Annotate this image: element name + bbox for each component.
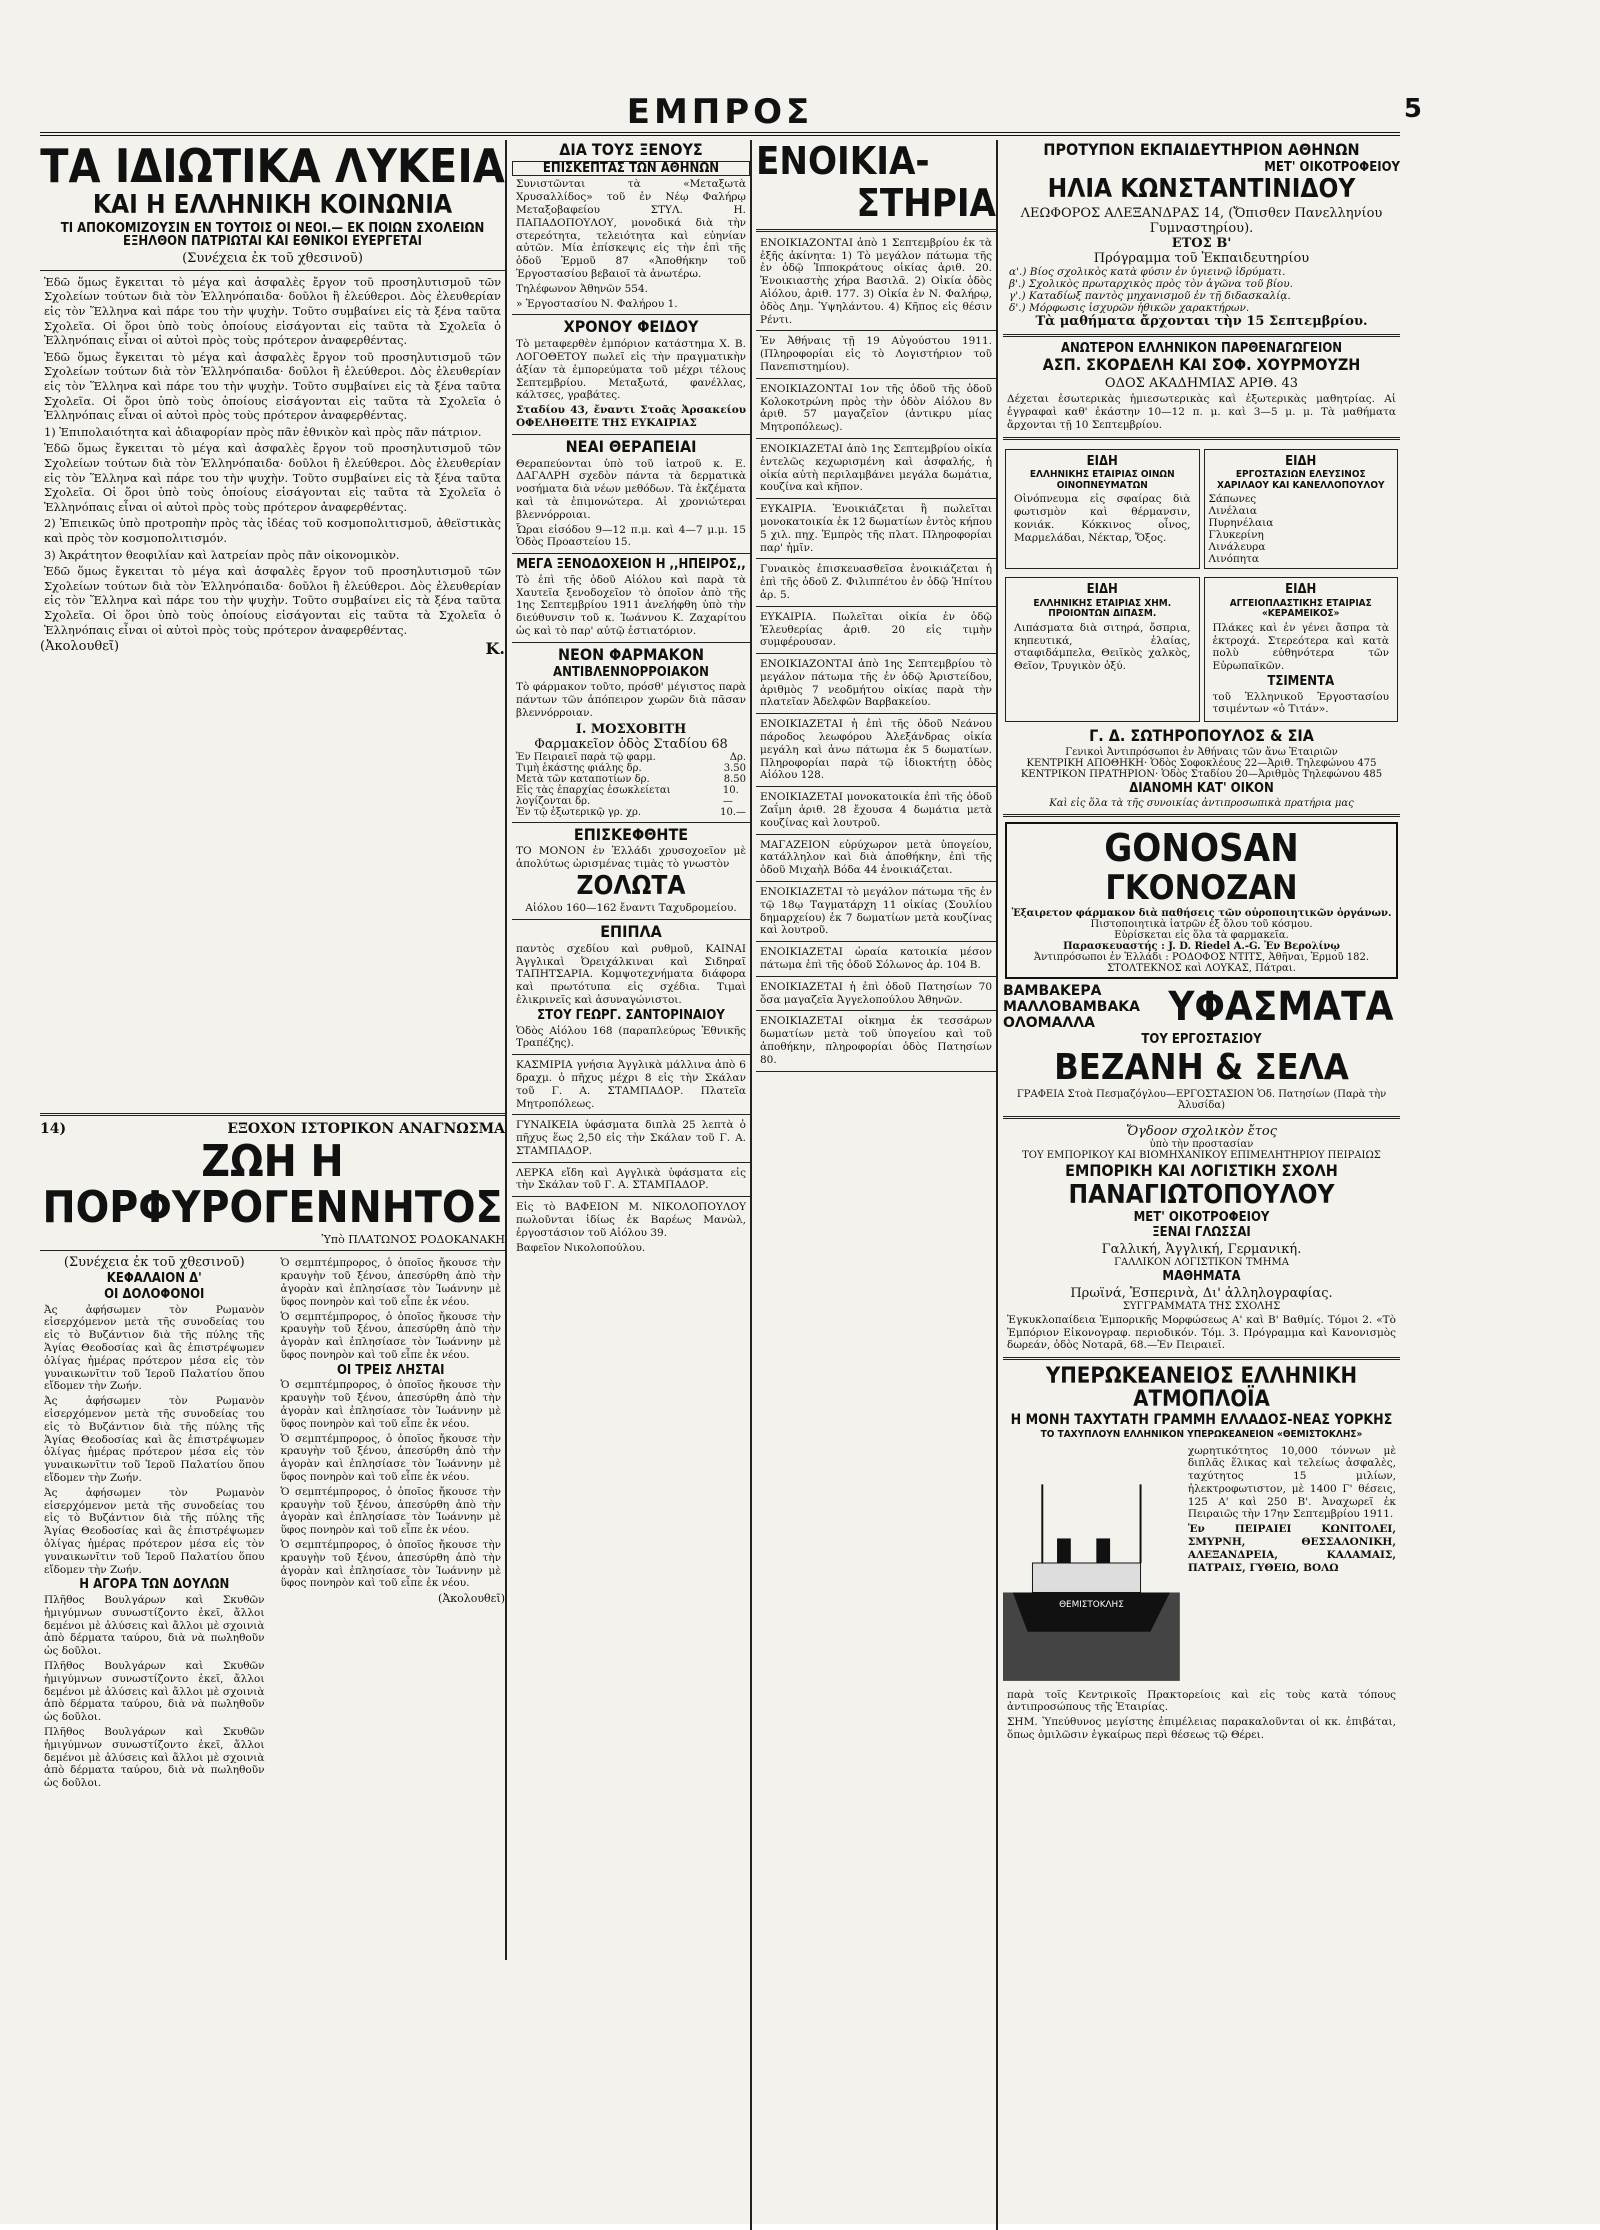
serial-paragraph: Ἀς ἀφήσωμεν τὸν Ρωμανὸν εἰσερχόμενον μετὰ τῆς συνοδείας του εἰς τὸ Βυζάντιον διὰ τῆς πύλης τῆς Ἁγίας Θεοδοσίας καὶ ἂς ἐπιστρέψωμεν ὀλίγας ἡμέρας πρότερον μέσα εἰς τὸν γυναικωνῖτιν τοῦ Ἱεροῦ Παλατίου ὅπου εἴδομεν τὴν Ζωήν. [44,1395,265,1485]
article-point-2: 2) Ἐπιεικῶς ὑπὸ προτροπὴν πρὸς τὰς ἰδέας τοῦ κοσμοπολιτισμοῦ, ἀθεϊστικὰς καὶ πρὸς τὸν κοσμοπολιτισμόν. [44,516,501,545]
ad-heading: ΕΠΙΣΚΕΦΘΗΤΕ [573,824,689,844]
gonosan-ad [1005,822,1398,980]
ad-text: ΚΑΣΜΙΡΙΑ γνήσια Ἀγγλικὰ μάλλινα ἀπὸ 6 δραχμ. ὁ πῆχυς μέχρι 8 εἰς τὴν Σκάλαν τοῦ Γ. Α. ΣΤΑΜΠΑΔΟΡ. Πλατεῖα Μητροπόλεως. [516,1059,746,1110]
gonosan-text: Ἐξαιρετον φάρμακον διὰ παθήσεις τῶν οὐροποιητικῶν ὀργάνων. [1011,908,1392,920]
divider [756,941,996,942]
serial-band [40,1121,505,1137]
price-label: Μετὰ τῶν καταποτίων δρ. [516,773,650,785]
price-label: Εἰς τὰς ἐπαρχίας ἐσωκλείεται λογίζονται δρ. [516,784,671,807]
divider [756,786,996,787]
serial-col-a [40,1255,269,1792]
rentals-heading-a: ΕΝΟΙΚΙΑ- [756,140,930,183]
serial-band-label: ΕΞΟΧΟΝ ΙΣΤΟΡΙΚΟΝ ΑΝΑΓΝΩΣΜΑ [227,1121,505,1137]
shipping-body [1003,1443,1400,1687]
commercial-sub: ΜΕΤ' ΟΙΚΟΤΡΟΦΕΙΟΥ [1133,1209,1270,1225]
divider [512,1054,750,1055]
divider [512,822,750,823]
column-3 [756,140,998,2230]
box-text: Λιπάσματα διὰ σιτηρά, ὄσπρια, κηπευτικά, ἐλαίας, σταφιδάμπελα, Θειϊκὸς χαλκὸς, Θεῖον, Τρυγικὸν ὀξύ. [1014,621,1191,673]
box-subheading: ΕΡΓΟΣΤΑΣΙΩΝ ΕΛΕΥΣΙΝΟΣ ΧΑΡΙΛΑΟΥ ΚΑΙ ΚΑΝΕΛΛΟΠΟΥΛΟΥ [1217,469,1385,491]
serial-paragraph: Ὁ σεμπτέμπρορος, ὁ ὁποῖος ἤκουσε τὴν κραυγὴν τοῦ ξένου, ἀπεσύρθη ἀπὸ τὴν ἀγορὰν καὶ ἐπλησίασε τὸν Ἰωάννην μὲ ὕφος πονηρὸν καὶ τοῦ εἶπε ἐκ νέου. [280,1485,501,1537]
rental-ad: Γυναικὸς ἐπισκευασθεῖσα ἐνοικιάζεται ἡ ἐπὶ τῆς ὁδοῦ Ζ. Φιλιππέτου ἐν ὁδῷ Ἡπίτου ἀρ. 5. [760,563,992,601]
agent-store: ΚΕΝΤΡΙΚΗ ΑΠΟΘΗΚΗ· Ὁδὸς Σοφοκλέους 22—Ἀριθ. Τηλεφώνου 475 [1026,758,1377,770]
agent-delivery: ΔΙΑΝΟΜΗ ΚΑΤ' ΟΙΚΟΝ [1129,781,1274,797]
commercial-times: Πρωϊνά, Ἑσπερινὰ, Δι' ἀλληλογραφίας. [1070,1285,1333,1301]
column-2 [512,140,752,2230]
chapter-number: ΚΕΦΑΛΑΙΟΝ Δ' [106,1271,202,1287]
divider [756,378,996,379]
price-list [512,752,750,818]
ad-heading: ΕΠΙΠΛΑ [600,922,662,942]
box-item: Λινάλευρα [1208,541,1266,554]
box-heading: ΕΙΔΗ [1086,582,1118,598]
box-item: Λινόπητα [1208,553,1259,566]
masthead [40,92,1422,136]
divider [756,1010,996,1011]
rental-ad: ΕΝΟΙΚΙΑΖΟΝΤΑΙ ἀπὸ 1ης Σεπτεμβρίου τὸ μεγάλον πάτωμα τῆς ἐν ὁδῷ Ἀριστείδου, ἀριθμὸς 7 νεοδμήτου οἰκίας παρὰ τὴν πλατεῖαν Ἀδελφῶν Βαρβακείου. [760,658,992,709]
ad-text: Θεραπεύονται ὑπὸ τοῦ ἰατροῦ κ. Ε. ΔΑΓΑΛΡΗ σχεδὸν πάντα τὰ δερματικὰ νοσήματα διὰ νέων μεθόδων. Τὰ ἐκζέματα καὶ τὰ ἐπιμονώτερα. Αἱ χρονιώτεραι βλεννόρροιαι. [516,457,746,521]
price-row [516,774,746,785]
school-item: β'.) Σχολικὸς πρωταρχικὸς πρὸς τὸν ἀγῶνα τοῦ βίου. [1009,277,1293,290]
rental-ad: ΕΝΟΙΚΙΑΖΕΤΑΙ οἰκημα ἐκ τεσσάρων δωματίων μετὰ τοῦ ὑπογείου καὶ τοῦ ἀποθήκην, πληροφορίαι ὁδὸς Πατησίων 80. [760,1015,992,1066]
ad-text: » Ἐργοστασίου Ν. Φαλήρου 1. [516,297,678,310]
commercial-name: ΠΑΝΑΓΙΩΤΟΠΟΥΛΟΥ [1068,1179,1335,1210]
chapter-title: ΟΙ ΔΟΛΟΦΟΝΟΙ [104,1287,205,1303]
ad-text: Αἰόλου 160—162 ἔναντι Ταχυδρομείου. [525,902,737,915]
box-heading: ΕΙΔΗ [1285,582,1317,598]
girls-school-heading: ΑΝΩΤΕΡΟΝ ΕΛΛΗΝΙΚΟΝ ΠΑΡΘΕΝΑΓΩΓΕΙΟΝ [1060,340,1343,356]
article-point-1: 1) Ἐπιπολαιότητα καὶ ἀδιαφορίαν πρὸς πᾶν ἐθνικὸν καὶ πρὸς πᾶν πάτριον. [44,424,482,439]
box-subheading: ΕΛΛΗΝΙΚΗΣ ΕΤΑΙΡΙΑΣ ΧΗΜ. ΠΡΟΙΟΝΤΩΝ ΔΙΠΑΣΜ. [1033,597,1172,620]
divider [40,1250,505,1251]
divider [40,1113,505,1116]
pharmacy: Φαρμακεῖον ὁδὸς Σταδίου 68 [534,736,728,752]
box-text: Πλάκες καὶ ἐν γένει ἄσπρα τὰ ἐκτροχά. Στερεότερα καὶ κατὰ πολὺ εὐθηνότερα τῶν Εὐρωπαϊκῶν. [1212,621,1389,673]
box-item: Λινέλαια [1208,505,1257,518]
serial-paragraph: Ὁ σεμπτέμπρορος, ὁ ὁποῖος ἤκουσε τὴν κραυγὴν τοῦ ξένου, ἀπεσύρθη ἀπὸ τὴν ἀγορὰν καὶ ἐπλησίασε τὸν Ἰωάννην μὲ ὕφος πονηρὸν καὶ τοῦ εἶπε ἐκ νέου. [280,1538,501,1590]
price-label: Ἐν τῷ ἐξωτερικῷ γρ. χρ. [516,806,642,818]
fabrics-ad [1003,983,1400,1031]
price-label: Ἐν Πειραιεῖ παρὰ τῷ φαρμ. [516,751,656,763]
girls-school-name: ΑΣΠ. ΣΚΟΡΔΕΛΗ ΚΑΙ ΣΟΦ. ΧΟΥΡΜΟΥΖΗ [1042,355,1361,375]
ship-name: ΘΕΜΙΣΤΟΚΛΗΣ [1059,1599,1124,1610]
subhead-society: ΚΑΙ Η ΕΛΛΗΝΙΚΗ ΚΟΙΝΩΝΙΑ [92,190,453,221]
rental-ad: ΕΝΟΙΚΙΑΖΕΤΑΙ ἡ ἐπὶ ὁδοῦ Πατησίων 70 ὅσα μαγαζεῖα Ἀγγελοπούλου Ἀθηνῶν. [760,980,992,1006]
ad-text: Βαφεῖον Νικολοπούλου. [516,1241,646,1254]
divider [756,330,996,331]
fabrics-heading: ΥΦΑΣΜΑΤΑ [1168,984,1394,1031]
ad-heading: ΧΡΟΝΟΥ ΦΕΙΔΟΥ [563,317,699,337]
price-row [516,752,746,763]
section-heading: Η ΑΓΟΡΑ ΤΩΝ ΔΟΥΛΩΝ [79,1577,230,1593]
gonosan-name-greek: ΓΚΟΝΟΖΑΝ [1105,867,1298,908]
rental-ad: ΕΝΟΙΚΙΑΖΕΤΑΙ ἡ ἐπὶ τῆς ὁδοῦ Νεάνου πάροδος λεωφόρου Ἀλεξάνδρας οἰκία μεγάλη καὶ ἀνω πάτωμα ἐκ 5 δωματίων. Πληροφορίαι παρὰ τῷ ἰδιοκτήτῃ ὁδὸς Αἰόλου 128. [760,718,992,782]
commercial-year: Ὄγδοον σχολικὸν ἔτος [1125,1123,1278,1139]
price-value: Δρ. [729,751,746,763]
commercial-patron: ΤΟΥ ΕΜΠΟΡΙΚΟΥ ΚΑΙ ΒΙΟΜΗΧΑΝΙΚΟΥ ΕΠΙΜΕΛΗΤΗΡΙΟΥ ΠΕΙΡΑΙΩΣ [1022,1149,1381,1161]
divider [512,314,750,315]
divider [756,1071,996,1072]
box-item: Σάπωνες [1208,493,1257,506]
box-subheading: ΕΛΛΗΝΙΚΗΣ ΕΤΑΙΡΙΑΣ ΟΙΝΩΝ ΟΙΝΟΠΝΕΥΜΑΤΩΝ [1029,469,1175,491]
divider [40,270,505,271]
divider [756,976,996,977]
fabric-type: ΒΑΜΒΑΚΕΡΑ [1003,983,1102,1000]
divider [756,558,996,559]
serial-section [40,1108,505,1792]
school-name: ΗΛΙΑ ΚΩΝΣΤΑΝΤΙΝΙΔΟΥ [1047,174,1356,205]
school-heading: ΠΡΟΤΥΠΟΝ ΕΚΠΑΙΔΕΥΤΗΡΙΟΝ ΑΘΗΝΩΝ [1043,140,1360,159]
ad-text: Σταδίου 43, ἔναντι Στοᾶς Ἀρσακείου ΟΦΕΛΗΘΕΙΤΕ ΤΗΣ ΕΥΚΑΙΡΙΑΣ [516,404,746,429]
divider [756,438,996,439]
box-text: Οἰνόπνευμα εἰς σφαίρας διὰ φωτισμὸν καὶ θέρμανσιν, κονιάκ. Κόκκινος οἶνος, Μαρμελάδαι, Νέκταρ, Ὄξος. [1014,493,1191,544]
product-box-ceramics [1204,577,1399,722]
girls-school-address: ΟΔΟΣ ΑΚΑΔΗΜΙΑΣ ΑΡΙΘ. 43 [1104,376,1299,392]
fabric-type: ΜΑΛΛΟΒΑΜΒΑΚΑ [1003,999,1140,1016]
signoff-row [40,639,505,658]
ad-text: Τηλέφωνον Ἀθηνῶν 554. [516,282,648,295]
agent-name: Γ. Δ. ΣΩΤΗΡΟΠΟΥΛΟΣ & ΣΙΑ [1089,726,1314,746]
gonosan-text: Εὑρίσκεται εἰς ὅλα τὰ φαρμακεῖα. [1114,930,1289,942]
headline-lyceums: ΤΑ ΙΔΙΩΤΙΚΑ ΛΥΚΕΙΑ [40,140,505,193]
section-heading: ΟΙ ΤΡΕΙΣ ΛΗΣΤΑΙ [336,1362,445,1378]
product-box-chemicals [1005,577,1200,722]
serial-paragraph: Ἀς ἀφήσωμεν τὸν Ρωμανὸν εἰσερχόμενον μετὰ τῆς συνοδείας του εἰς τὸ Βυζάντιον διὰ τῆς πύλης τῆς Ἁγίας Θεοδοσίας καὶ ἂς ἐπιστρέψωμεν ὀλίγας ἡμέρας πρότερον μέσα εἰς τὸν γυναικωνῖτιν τοῦ Ἱεροῦ Παλατίου ὅπου εἴδομεν τὴν Ζωήν. [44,1303,265,1393]
continued-note: (Συνέχεια ἐκ τοῦ χθεσινοῦ) [63,1255,245,1271]
ad-heading: ΖΟΛΩΤΑ [576,871,686,901]
serial-paragraph: Πλῆθος Βουλγάρων καὶ Σκυθῶν ἠμιγύμνων συνωστίζοντο ἐκεῖ, ἄλλοι δεμένοι μὲ ἁλύσεις καὶ ἄλλοι μὲ σχοινιὰ ἀπὸ δέρματα ταύρου, διὰ νὰ πωληθοῦν ὡς δοῦλοι. [44,1726,265,1790]
divider [1003,1357,1400,1360]
serial-author: Ὑπὸ ΠΛΑΤΩΝΟΣ ΡΟΔΟΚΑΝΑΚΗ [321,1233,505,1247]
commercial-under: ὑπὸ τὴν προστασίαν [1149,1138,1254,1150]
gonosan-text: Πιστοποιητικὰ ἰατρῶν ἐξ ὅλου τοῦ κόσμου. [1090,919,1313,931]
serial-paragraph: Ὁ σεμπτέμπρορος, ὁ ὁποῖος ἤκουσε τὴν κραυγὴν τοῦ ξένου, ἀπεσύρθη ἀπὸ τὴν ἀγορὰν καὶ ἐπλησίασε τὸν Ἰωάννην μὲ ὕφος πονηρὸν καὶ τοῦ εἶπε ἐκ νέου. [280,1310,501,1361]
school-program: Πρόγραμμα τοῦ Ἐκπαιδευτηρίου [1093,250,1310,266]
article-paragraph: Ἐδῶ ὅμως ἔγκειται τὸ μέγα καὶ ἀσφαλὲς ἔργον τοῦ προσηλυτισμοῦ τῶν Σχολείων τούτων διὰ τὸν Ἑλληνόπαιδα· δοῦλοι ἢ ἐλεύθεροι. Δὸς ἐλευθερίαν εἰς τὸν Ἕλληνα καὶ πάρε του τὴν ψυχὴν. Τοῦτο συμβαίνει εἰς τὰ ξένα ταῦτα Σχολεῖα. Οἱ ὅροι ὑπὸ τοὺς ὁποίους εἰσάγονται εἰς ταῦτα τὰ Σχολεῖα ὁ Ἑλληνόπαις εἶναι οἱ αὐτοὶ πρὸς τοὺς πρότερον ἀναφερθέντας. [44,274,501,348]
rentals-list [756,237,996,1072]
rental-ad: ΜΑΓΑΖΕΙΟΝ εὐρύχωρον μετὰ ὑπογείου, κατάλληλον καὶ διὰ ἀποθήκην, ἐπὶ τῆς ὁδοῦ Μιχαὴλ Βόδα 44 ἐνοικιάζεται. [760,838,992,877]
agent-sub: Γενικοὶ Ἀντιπρόσωποι ἐν Ἀθήναις τῶν ἄνω Ἑταιριῶν [1065,747,1338,759]
ship-illustration [1003,1443,1180,1687]
serial-col-b [277,1255,506,1792]
divider [512,553,750,554]
price-row [516,763,746,774]
page-number: 5 [1403,94,1422,124]
agent-note: Καὶ εἰς ὅλα τὰ τῆς συνοικίας ἀντιπροσωπικὰ πρατήρια μας [1049,797,1354,809]
divider [756,229,996,232]
divider [512,434,750,435]
price-value: 3.50 [723,762,746,774]
serial-paragraph: Ἀς ἀφήσωμεν τὸν Ρωμανὸν εἰσερχόμενον μετὰ τῆς συνοδείας του εἰς τὸ Βυζάντιον διὰ τῆς πύλης τῆς Ἁγίας Θεοδοσίας καὶ ἂς ἐπιστρέψωμεν ὀλίγας ἡμέρας πρότερον μέσα εἰς τὸν γυναικωνῖτιν τοῦ Ἱεροῦ Παλατίου ὅπου εἴδομεν τὴν Ζωήν. [44,1486,265,1576]
divider [1003,814,1400,817]
fabrics-of: ΤΟΥ ΕΡΓΟΣΤΑΣΙΟΥ [1141,1032,1262,1048]
ad-text: ΛΕΡΚΑ εἴδη καὶ Αγγλικὰ ὑφάσματα εἰς τὴν Σκάλαν τοῦ Γ. Α. ΣΤΑΜΠΑΔΟΡ. [516,1166,746,1192]
rental-ad: ΕΝΟΙΚΙΑΖΕΤΑΙ ἀπὸ 1ης Σεπτεμβρίου οἰκία ἐντελῶς κεχωρισμένη καὶ ἀσφαλής, ἡ οἰκία αὐτὴ περιλαμβάνει μεγάλα δωμάτια, κουζίνα καὶ κῆπον. [760,442,992,494]
divider [756,881,996,882]
divider [1003,334,1400,337]
divider [1003,437,1400,440]
divider [512,1114,750,1115]
products-grid [1003,445,1400,574]
gonosan-maker: Παρασκευαστής : J. D. Riedel A.-G. Ἐν Βερολίνῳ [1063,941,1340,953]
box-items [1209,493,1394,565]
box-heading: ΕΙΔΗ [1285,453,1317,469]
ad-heading: ΣΤΟΥ ΓΕΩΡΓ. ΣΑΝΤΟΡΙΝΑΙΟΥ [537,1007,725,1023]
signoff: Κ. [485,639,505,659]
article-paragraph: Ἐδῶ ὅμως ἔγκειται τὸ μέγα καὶ ἀσφαλὲς ἔργον τοῦ προσηλυτισμοῦ τῶν Σχολείων τούτων διὰ τὸν Ἑλληνόπαιδα· δοῦλοι ἢ ἐλεύθεροι. Δὸς ἐλευθερίαν εἰς τὸν Ἕλληνα καὶ πάρε του τὴν ψυχὴν. Τοῦτο συμβαίνει εἰς τὰ ξένα ταῦτα Σχολεῖα. Οἱ ὅροι ὑπὸ τοὺς ὁποίους εἰσάγονται εἰς ταῦτα τὰ Σχολεῖα ὁ Ἑλληνόπαις εἶναι οἱ αὐτοὶ πρὸς τοὺς πρότερον ἀναφερθέντας. [44,349,501,423]
box-item: Πυρηνέλαια [1208,517,1274,530]
gonosan-rep: Ἀντιπρόσωποι ἐν Ἑλλάδι : ΡΟΔΟΦΟΣ ΝΤΙΤΣ, Ἀθῆναι, Ἑρμοῦ 182. ΣΤΟΛΤΕΚΝΟΣ καὶ ΛΟΥΚΑΣ, Πάτραι. [1033,952,1370,975]
divider [756,653,996,654]
ad-text: ΓΥΝΑΙΚΕΙΑ ὑφάσματα διπλὰ 25 λεπτὰ ὁ πῆχυς ἕως 2,50 εἰς τὴν Σκάλαν τοῦ Γ. Α. ΣΤΑΜΠΑΔΟΡ. [516,1119,746,1157]
article-paragraph: Ἐδῶ ὅμως ἔγκειται τὸ μέγα καὶ ἀσφαλὲς ἔργον τοῦ προσηλυτισμοῦ τῶν Σχολείων τούτων διὰ τὸν Ἑλληνόπαιδα· δοῦλοι ἢ ἐλεύθεροι. Δὸς ἐλευθερίαν εἰς τὸν Ἕλληνα καὶ πάρε του τὴν ψυχὴν. Τοῦτο συμβαίνει εἰς τὰ ξένα ταῦτα Σχολεῖα. Οἱ ὅροι ὑπὸ τοὺς ὁποίους εἰσάγονται εἰς ταῦτα τὰ Σχολεῖα ὁ Ἑλληνόπαις εἶναι οἱ αὐτοὶ πρὸς τοὺς πρότερον ἀναφερθέντας. [44,441,501,514]
fabrics-address: ΓΡΑΦΕΙΑ Στοὰ Πεσμαζόγλου—ΕΡΓΟΣΤΑΣΙΟΝ Ὁδ. Πατησίων (Παρὰ τὴν Ἀλυσίδα) [1016,1088,1387,1111]
divider [512,1162,750,1163]
commercial-langs: ΞΕΝΑΙ ΓΛΩΣΣΑΙ [1152,1225,1251,1241]
serial-paragraph: Πλῆθος Βουλγάρων καὶ Σκυθῶν ἠμιγύμνων συνωστίζοντο ἐκεῖ, ἄλλοι δεμένοι μὲ ἁλύσεις καὶ ἄλλοι μὲ σχοινιὰ ἀπὸ δέρματα ταύρου, διὰ νὰ πωληθοῦν ὡς δοῦλοι. [44,1660,265,1724]
rental-ad: Ἐν Ἀθήναις τῇ 19 Αὐγούστου 1911. (Πληροφορίαι εἰς τὸ Λογιστήριον τοῦ Πανεπιστημίου). [760,335,992,373]
ad-text: Ὁδὸς Αἰόλου 168 (παραπλεύρως Ἐθνικῆς Τραπέζης). [516,1024,746,1050]
ship-footnote: παρὰ τοῖς Κεντρικοῖς Πρακτορείοις καὶ εἰς τοὺς κατὰ τόπους ἀντιπροσώπους τῆς Ἑταιρίας. [1007,1688,1396,1714]
school-address: ΛΕΩΦΟΡΟΣ ΑΛΕΞΑΝΔΡΑΣ 14, (Ὄπισθεν Πανελληνίου Γυμναστηρίου). [1020,205,1383,236]
ad-text: Τὸ ἐπὶ τῆς ὁδοῦ Αἰόλου καὶ παρὰ τὰ Χαυτεῖα ξενοδοχεῖον τὸ ὁποῖον ἀπὸ τῆς 1ης Σεπτεμβρίου 1911 ἀνελήφθη ὑπὸ τὴν διεύθυνσιν τοῦ κ. Ἰωάννου Κ. Ζαχαρίτου ὡς καὶ τὸ παρ' αὐτῷ ἐστιατόριον. [516,573,746,637]
signoff-note: (Ἀκολουθεῖ) [438,1592,505,1606]
price-row [516,807,746,818]
divider [512,1196,750,1197]
product-box-eleusis [1204,449,1399,570]
box-item: Γλυκερίνη [1208,529,1264,542]
rental-ad: ΕΝΟΙΚΙΑΖΟΝΤΑΙ 1ον τῆς ὁδοῦ τῆς ὁδοῦ Κολοκοτρώνη πρὸς τὴν ὁδὸν Αἰόλου 8ν ἀριθ. 57 μαγαζεῖον (ἀντικρυ μίας Μητροπόλεως). [760,382,992,434]
rental-ad: ΕΝΟΙΚΙΑΖΕΤΑΙ τὸ μεγάλον πάτωμα τῆς ἐν τῷ 18ῳ Ταγματάρχη 11 οἰκίας (Σουλίου δημαρχείου) ἐκ 7 δωματίων μετὰ κουζίνας καὶ λουτροῦ. [760,886,992,937]
deck: ΤΙ ΑΠΟΚΟΜΙΖΟΥΣΙΝ ΕΝ ΤΟΥΤΟΙΣ ΟΙ ΝΕΟΙ.— ΕΚ ΠΟΙΩΝ ΣΧΟΛΕΙΩΝ ΕΞΗΛΘΟΝ ΠΑΤΡΙΩΤΑΙ ΚΑΙ ΕΘΝΙΚΟΙ ΕΥΕΡΓΕΤΑΙ [60,220,485,250]
price-value: 10.— [720,806,746,818]
divider [512,642,750,643]
fabrics-maker: ΒΕΖΑΝΗ & ΣΕΛΑ [1054,1046,1349,1088]
ad-heading: ΔΙΑ ΤΟΥΣ ΞΕΝΟΥΣ [559,140,703,159]
commercial-dept: ΓΑΛΛΙΚΟΝ ΛΟΓΙΣΤΙΚΟΝ ΤΜΗΜΑ [1114,1257,1289,1269]
rental-ad: ΕΝΟΙΚΙΑΖΕΤΑΙ ὡραία κατοικία μέσον πάτωμα ἐπὶ τῆς ὁδοῦ Σόλωνος ἀρ. 104 Β. [760,946,992,972]
serial-paragraph: Ὁ σεμπτέμπρορος, ὁ ὁποῖος ἤκουσε τὴν κραυγὴν τοῦ ξένου, ἀπεσύρθη ἀπὸ τὴν ἀγορὰν καὶ ἐπλησίασε τὸν Ἰωάννην μὲ ὕφος πονηρὸν καὶ τοῦ εἶπε ἐκ νέου. [280,1379,501,1430]
ad-text: Εἰς τὸ ΒΑΦΕΙΟΝ Μ. ΝΙΚΟΛΟΠΟΥΛΟΥ πωλοῦνται ἰδίως ἐκ Βαρέως Μανὼλ, ἐργοστάσιον τοῦ Αἰόλου 39. [516,1201,746,1239]
serial-number: 14) [40,1121,67,1137]
divider [756,713,996,714]
shipping-subheading: Η ΜΟΝΗ ΤΑΧΥΤΑΤΗ ΓΡΑΜΜΗ ΕΛΛΑΔΟΣ-ΝΕΑΣ ΥΟΡΚΗΣ [1010,1412,1393,1429]
ad-text: Τὸ μεταφερθὲν ἐμπόριον κατάστημα Χ. Β. ΛΟΓΟΘΕΤΟΥ πωλεῖ εἰς τὴν πραγματικὴν ἀξίαν τὰ ἐμπορεύματα τοῦ μέχρι τέλους Σεπτεμβρίου. Μεταξωτά, φανέλλας, κάλτσες, γραβάτες. [516,338,746,402]
divider [756,834,996,835]
column-4 [1003,140,1400,2230]
product-box-wines [1005,449,1200,570]
shipping-heading: ΥΠΕΡΩΚΕΑΝΕΙΟΣ ΕΛΛΗΝΙΚΗ ΑΤΜΟΠΛΟΪΑ [1045,1364,1358,1413]
ship-description: χωρητικότητος 10,000 τόννων μὲ διπλᾶς ἕλικας καὶ τελείως ἀσφαλὲς, ταχύτητος 15 μιλίων, ἠλεκτροφωτιστον, μὲ 1400 Γ' θέσεις, 125 Α' καὶ 250 Β'. Ἀναχωρεῖ ἐκ Πειραιῶς τὴν 17ην Σεπτεμβρίου 1911. [1187,1444,1396,1521]
ad-text: Τὸ φάρμακον τοῦτο, πρόσθ' μέγιστος παρὰ πάντων τῶν ἀπόπειρον χωρῶν διὰ πᾶσαν βλεννόρροιαν. [516,681,746,719]
ad-heading: ΕΠΙΣΚΕΠΤΑΣ ΤΩΝ ΑΘΗΝΩΝ [512,161,750,177]
box-text: τοῦ Ἑλληνικοῦ Ἐργοστασίου τσιμέντων «ὁ Τιτάν». [1212,690,1389,716]
commercial-books-text: Ἐγκυκλοπαίδεια Ἐμπορικῆς Μορφώσεως Α' καὶ Β' Βαθμίς. Τόμοι 2. «Τὸ Ἐμπόριον Εἰκονογραφ. περιοδικόν. Τόμ. 3. Πρόγραμμα καὶ Κανονισμὸς δωρεάν, ὁδὸς Νοταρᾶ, 68.—Ἐν Πειραιεῖ. [1007,1313,1396,1352]
gonosan-name: GONOSAN [1104,825,1299,870]
article-paragraph: Ἐδῶ ὅμως ἔγκειται τὸ μέγα καὶ ἀσφαλὲς ἔργον τοῦ προσηλυτισμοῦ τῶν Σχολείων τούτων διὰ τὸν Ἑλληνόπαιδα· δοῦλοι ἢ ἐλεύθεροι. Δὸς ἐλευθερίαν εἰς τὸν Ἕλληνα καὶ πάρε του τὴν ψυχὴν. Τοῦτο συμβαίνει εἰς τὰ ξένα ταῦτα Σχολεῖα. Οἱ ὅροι ὑπὸ τοὺς ὁποίους εἰσάγονται εἰς ταῦτα τὰ Σχολεῖα ὁ Ἑλληνόπαις εἶναι οἱ αὐτοὶ πρὸς τοὺς πρότερον ἀναφερθέντας. [44,564,501,637]
serial-paragraph: Πλῆθος Βουλγάρων καὶ Σκυθῶν ἠμιγύμνων συνωστίζοντο ἐκεῖ, ἄλλοι δεμένοι μὲ ἁλύσεις καὶ ἄλλοι μὲ σχοινιὰ ἀπὸ δέρματα ταύρου, διὰ νὰ πωληθοῦν ὡς δοῦλοι. [44,1594,265,1658]
price-value: 10.— [722,784,739,807]
box-subheading: ΑΓΓΕΙΟΠΛΑΣΤΙΚΗΣ ΕΤΑΙΡΙΑΣ «ΚΕΡΑΜΕΙΚΟΣ» [1229,597,1372,620]
ad-heading: ΜΕΓΑ ΞΕΝΟΔΟΧΕΙΟΝ Η ,,ΗΠΕΙΡΟΣ,, [516,557,746,573]
school-subheading: ΜΕΤ' ΟΙΚΟΤΡΟΦΕΙΟΥ [1264,159,1400,175]
continued-note: (Συνέχεια ἐκ τοῦ χθεσινοῦ) [182,250,363,266]
commercial-lessons: ΜΑΘΗΜΑΤΑ [1162,1269,1241,1285]
ad-heading: ΑΝΤΙΒΛΕΝΝΟΡΡΟΙΑΚΟΝ [553,664,709,680]
rental-ad: ΕΥΚΑΙΡΙΑ. Ἐνοικιάζεται ἢ πωλεῖται μονοκατοικία ἐκ 12 δωματίων ἐντὸς κήπου 5 χιλ. πηχ. Ἐμπρὸς τῆς πλατ. Πληροφορίαι παρ' ἡμῖν. [760,503,992,554]
ship-text [1184,1443,1400,1687]
ad-heading: ΝΕΑΙ ΘΕΡΑΠΕΙΑΙ [565,436,697,456]
rentals-heading-b: ΣΤΗΡΙΑ [856,180,996,225]
agent-shop: ΚΕΝΤΡΙΚΟΝ ΠΡΑΤΗΡΙΟΝ· Ὁδὸς Σταδίου 20—Ἀριθμὸς Τηλεφώνου 485 [1020,769,1383,781]
divider [512,919,750,920]
article-point-3: 3) Ἀκράτητον θεοφιλίαν καὶ λατρείαν πρὸς πᾶν οἰκονομικὸν. [44,547,400,562]
products-grid [1003,573,1400,726]
ad-text: παντὸς σχεδίου καὶ ρυθμοῦ, ΚΑΙΝΑΙ Ἀγγλικαὶ Ὀρειχάλκιναι καὶ Σιδηραῖ ΤΑΠΗΤΣΑΡΙΑ. Κομψοτεχνήματα διάφορα καὶ πρωτότυπα εἰς σχέδια. Τιμαὶ ἐλικρινεῖς καὶ ἀσυναγώνιστοι. [516,942,746,1007]
newspaper-title: ΕΜΠΡΟΣ [626,92,814,132]
divider [756,498,996,499]
price-value: 8.50 [723,773,746,785]
ship-icon [1003,1443,1180,1683]
rental-ad: ΕΝΟΙΚΙΑΖΕΤΑΙ μονοκατοικία ἐπὶ τῆς ὁδοῦ Ζαΐμη ἀριθ. 28 ἔχουσα 4 δωμάτια μετὰ κουζίνας καὶ λουτροῦ. [760,791,992,829]
commercial-books: ΣΥΓΓΡΑΜΜΑΤΑ ΤΗΣ ΣΧΟΛΗΣ [1122,1300,1281,1312]
price-row [516,785,746,807]
fabric-types [1003,983,1162,1031]
school-year: ΕΤΟΣ Β' [1171,235,1232,251]
fabric-type: ΟΛΟΜΑΛΛΑ [1003,1015,1095,1032]
ad-text: ΤΟ ΜΟΝΟΝ ἐν Ἑλλάδι χρυσοχοεῖον μὲ ἀπολύτως ὡρισμένας τιμὰς τὸ γνωστὸν [516,845,746,871]
pharmacist: Ι. ΜΟΣΧΟΒΙΤΗ [575,721,687,737]
ad-text: Συνιστῶνται τὰ «Μεταξωτὰ Χρυσαλλίδος» τοῦ ἐν Νέῳ Φαλήρῳ Μεταξοβαφείου ΣΤΥΛ. Η. ΠΑΠΑΔΟΠΟΥΛΟΥ, μονοδικά διὰ τὴν στερεότητα, τελειότητα καὶ εὐηνίαν αὐτῶν. Μία ἐπίσκεψις εἰς τὴν ἐπὶ τῆς ὁδοῦ Ἑρμοῦ 87 «Ἀποθήκην τοῦ Ἐργοστασίου βεβαιοῖ τὰ ἀνωτέρω. [516,178,746,281]
divider [1003,1116,1400,1119]
serial-title: ΖΩΗ Η ΠΟΡΦΥΡΟΓΕΝΝΗΤΟΣ [42,1136,503,1234]
rental-ad: ΕΥΚΑΙΡΙΑ. Πωλεῖται οἰκία ἐν ὁδῷ Ἐλευθερίας ἀριθ. 20 εἰς τιμὴν συμφέρουσαν. [760,610,992,649]
school-item: α'.) Βίος σχολικὸς κατὰ φύσιν ἐν ὑγιεινῷ ἱδρύματι. [1009,265,1286,278]
ad-heading: ΝΕΟΝ ΦΑΡΜΑΚΟΝ [558,644,704,664]
serial-paragraph: Ὁ σεμπτέμπρορος, ὁ ὁποῖος ἤκουσε τὴν κραυγὴν τοῦ ξένου, ἀπεσύρθη ἀπὸ τὴν ἀγορὰν καὶ ἐπλησίασε τὸν Ἰωάννην μὲ ὕφος πονηρὸν καὶ τοῦ εἶπε ἐκ νέου. [280,1432,501,1483]
ship-ports: Ἐν ΠΕΙΡΑΙΕΙ ΚΩΝΙΤΟΛΕΙ, ΣΜΥΡΝΗ, ΘΕΣΣΑΛΟΝΙΚΗ, ΑΛΕΞΑΝΔΡΕΙΑ, ΚΑΛΑΜΑΙΣ, ΠΑΤΡΑΙΣ, ΓΥΘΕΙΩ, ΒΟΛΩ [1187,1523,1396,1574]
commercial-langs-list: Γαλλική, Ἀγγλική, Γερμανική. [1101,1242,1302,1258]
serial-paragraph: Ὁ σεμπτέμπρορος, ὁ ὁποῖος ἤκουσε τὴν κραυγὴν τοῦ ξένου, ἀπεσύρθη ἀπὸ τὴν ἀγορὰν καὶ ἐπλησίασε τὸν Ἰωάννην μὲ ὕφος πονηρὸν καὶ τοῦ εἶπε ἐκ νέου. [280,1257,501,1308]
divider [756,606,996,607]
school-start: Τὰ μαθήματα ἄρχονται τὴν 15 Σεπτεμβρίου. [1035,313,1368,329]
commercial-heading: ΕΜΠΟΡΙΚΗ ΚΑΙ ΛΟΓΙΣΤΙΚΗ ΣΧΟΛΗ [1065,1160,1338,1180]
rental-ad: ΕΝΟΙΚΙΑΖΟΝΤΑΙ ἀπὸ 1 Σεπτεμβρίου ἐκ τὰ ἐξῆς ἀκίνητα: 1) Τὸ μεγάλον πάτωμα τῆς ἐν ὁδῷ Ἱπποκράτους οἰκίας ἀριθ. 20. Ἐνοικιαστὴς χήρα Βασιλᾶ. 2) Οἰκία ὁδὸς Αἰόλου, ἀριθ. 177. 3) Οἰκία ἐν Ν. Φαλήρῳ, ὁδὸς Δημ. Ὑψηλάντου. 4) Κῆπος εἰς θέσιν Ρέντι. [760,236,992,326]
school-item: γ'.) Καταδίωξ παντὸς μηχανισμοῦ ἐν τῇ διδασκαλίᾳ. [1009,289,1291,302]
shipping-line: ΤΟ ΤΑΧΥΠΛΟΥΝ ΕΛΛΗΝΙΚΟΝ ΥΠΕΡΩΚΕΑΝΕΙΟΝ «ΘΕΜΙΣΤΟΚΛΗΣ» [1040,1429,1363,1440]
school-item: δ'.) Μόρφωσις ἰσχυρῶν ἠθικῶν χαρακτήρων. [1009,301,1250,314]
school-items [1003,266,1400,314]
girls-school-text: Δέχεται ἐσωτερικὰς ἡμιεσωτερικὰς καὶ ἐξωτερικὰς μαθητρίας. Αἱ ἐγγραφαὶ καθ' ἑκάστην 10—12 π. μ. καὶ 3—5 μ. μ. Τὰ μαθήματα ἄρχονται τῇ 10 Σεπτεμβρίου. [1007,393,1396,431]
signoff-note: (Ἀκολουθεῖ) [40,639,120,655]
box-heading: ΤΣΙΜΕΝΤΑ [1267,674,1335,690]
box-heading: ΕΙΔΗ [1086,453,1118,469]
ship-note: ΣΗΜ. Ὑπεύθυνος μεγίστης ἐπιμέλειας παρακαλοῦνται οἱ κκ. ἐπιβάται, ὅπως ὁμιλῶσιν ἐγκαίρως περὶ θέσεως τῷ Θέρει. [1007,1716,1396,1741]
ad-text: Ὧραι εἰσόδου 9—12 π.μ. καὶ 4—7 μ.μ. 15 Ὁδὸς Προαστείου 15. [516,523,746,549]
price-label: Τιμὴ ἑκάστης φιάλης δρ. [516,762,642,774]
